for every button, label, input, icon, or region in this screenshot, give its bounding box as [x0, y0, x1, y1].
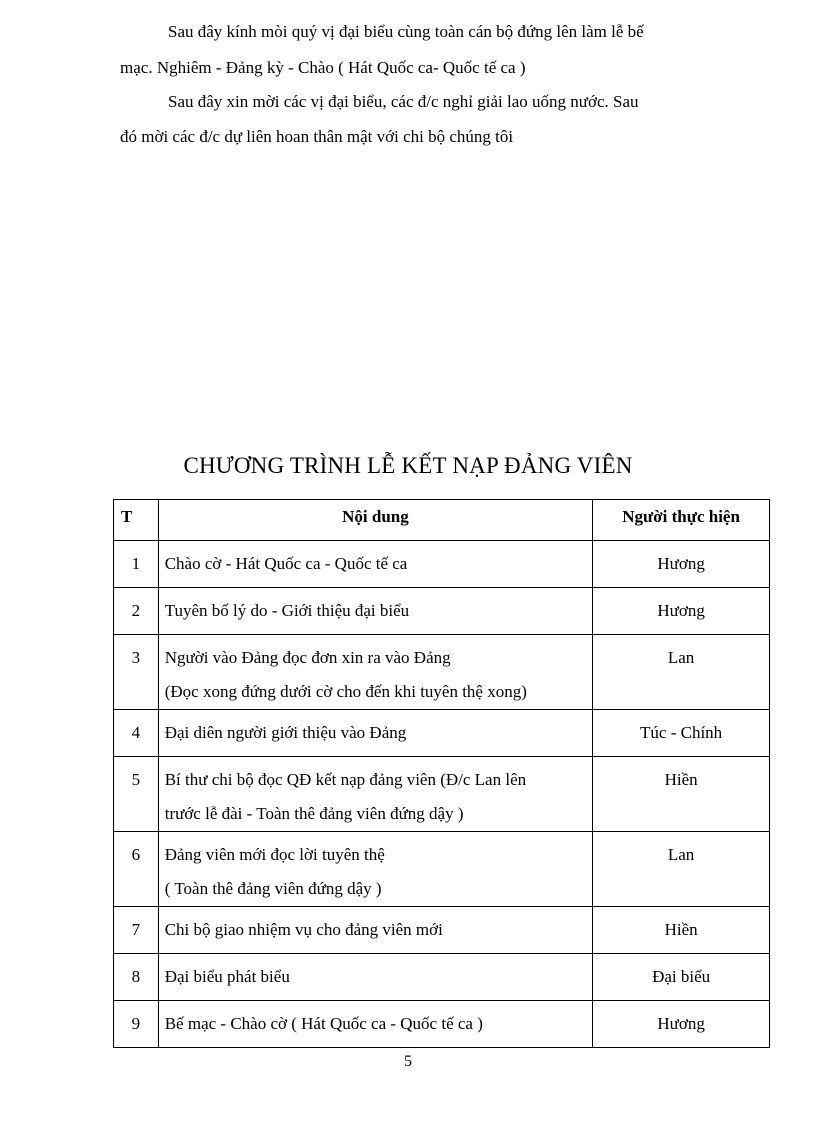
intro-paragraph-2-line-1: Sau đây xin mời các vị đại biểu, các đ/c nghỉ giải lao uống nước. Sau — [168, 92, 639, 111]
row-stt: 6 — [114, 832, 159, 907]
row-person: Hương — [593, 1001, 770, 1048]
row-content — [158, 832, 592, 907]
row-person: Túc - Chính — [593, 710, 770, 757]
row-person: Hiền — [593, 757, 770, 832]
table-row — [114, 907, 770, 954]
row-stt: 4 — [114, 710, 159, 757]
row-content — [158, 541, 592, 588]
table-header-row — [114, 500, 770, 541]
table-row — [114, 588, 770, 635]
header-content: Nội dung — [158, 500, 592, 541]
row-person: Lan — [593, 832, 770, 907]
row-content-line: Đại biểu phát biểu — [164, 967, 290, 986]
row-stt: 9 — [114, 1001, 159, 1048]
row-content — [158, 907, 592, 954]
row-content — [158, 635, 592, 710]
table-row — [114, 832, 770, 907]
row-content-line: Bế mạc - Chào cờ ( Hát Quốc ca - Quốc tế ca ) — [164, 1014, 483, 1033]
row-content-line: Tuyên bố lý do - Giới thiệu đại biểu — [164, 601, 410, 620]
table-row — [114, 710, 770, 757]
row-content-line: trước lễ đài - Toàn thê đảng viên đứng dậy ) — [164, 804, 464, 823]
row-stt: 8 — [114, 954, 159, 1001]
header-person: Người thực hiện — [593, 500, 770, 541]
row-stt: 2 — [114, 588, 159, 635]
row-content-line: Chi bộ giao nhiệm vụ cho đảng viên mới — [164, 920, 443, 939]
table-row — [114, 1001, 770, 1048]
row-stt: 5 — [114, 757, 159, 832]
row-content-line: Đại diên người giới thiệu vào Đảng — [164, 723, 407, 742]
header-stt: T — [114, 500, 159, 541]
row-content — [158, 710, 592, 757]
row-content-line: Bí thư chi bộ đọc QĐ kết nạp đảng viên (Đ/c Lan lên — [164, 770, 527, 789]
row-person: Hiền — [593, 907, 770, 954]
row-person: Lan — [593, 635, 770, 710]
row-person: Đại biểu — [593, 954, 770, 1001]
row-person: Hương — [593, 541, 770, 588]
row-content-line: Người vào Đảng đọc đơn xin ra vào Đảng — [164, 648, 451, 667]
table-row — [114, 757, 770, 832]
intro-paragraph-1-line-1: Sau đây kính mòi quý vị đại biểu cùng toàn cán bộ đứng lên làm lễ bế — [168, 22, 644, 41]
row-content-line: Chào cờ - Hát Quốc ca - Quốc tế ca — [164, 554, 408, 573]
row-person: Hương — [593, 588, 770, 635]
row-content-line: Đảng viên mới đọc lời tuyên thệ — [164, 845, 385, 864]
row-stt: 3 — [114, 635, 159, 710]
row-stt: 1 — [114, 541, 159, 588]
row-content — [158, 1001, 592, 1048]
row-content — [158, 757, 592, 832]
intro-paragraph-1-line-2: mạc. Nghiêm - Đảng kỳ - Chào ( Hát Quốc ca- Quốc tế ca ) — [120, 58, 526, 77]
row-content — [158, 954, 592, 1001]
intro-paragraph-2-line-2: đó mời các đ/c dự liên hoan thân mật với chi bộ chúng tôi — [120, 127, 514, 146]
page-number: 5 — [404, 1053, 412, 1070]
table-row — [114, 541, 770, 588]
row-content — [158, 588, 592, 635]
row-content-line: ( Toàn thê đảng viên đứng dậy ) — [164, 879, 382, 898]
document-title: CHƯƠNG TRÌNH LỄ KẾT NẠP ĐẢNG VIÊN — [183, 453, 633, 478]
row-content-line: (Đọc xong đứng dưới cờ cho đến khi tuyên thệ xong) — [164, 682, 527, 701]
table-row — [114, 635, 770, 710]
program-table — [113, 499, 770, 1048]
row-stt: 7 — [114, 907, 159, 954]
table-row — [114, 954, 770, 1001]
